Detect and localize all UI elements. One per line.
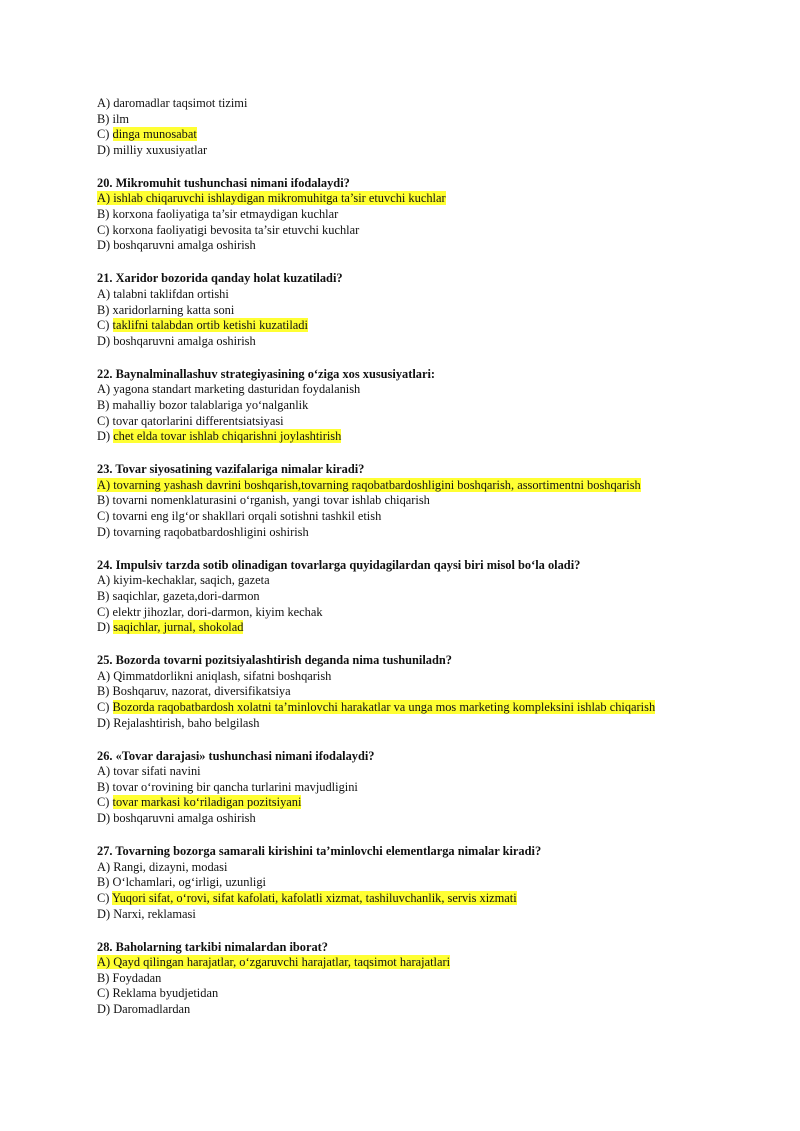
- answer-option: [97, 669, 760, 685]
- answer-option: [97, 223, 760, 239]
- option-letter: B): [97, 970, 113, 985]
- answer-option: [97, 238, 760, 254]
- option-text: Narxi, reklamasi: [113, 906, 196, 921]
- question-number: 21.: [97, 271, 113, 286]
- answer-option: [97, 986, 760, 1002]
- option-letter: A): [97, 764, 114, 779]
- option-text: tovar o‘rovining bir qancha turlarini mavjudligini: [112, 779, 358, 794]
- option-text: elektr jihozlar, dori-darmon, kiyim kechak: [112, 604, 323, 619]
- option-letter: C): [97, 986, 113, 1001]
- question-title: Baholarning tarkibi nimalardan iborat?: [115, 939, 329, 954]
- option-text: milliy xuxusiyatlar: [113, 142, 208, 157]
- option-letter: D): [97, 1002, 114, 1016]
- answer-option: [97, 143, 760, 159]
- highlighted-answer-text: ishlab chiqaruvchi ishlaydigan mikromuhitga ta’sir etuvchi kuchlar: [113, 191, 446, 206]
- option-text: tovarni eng ilg‘or shakllari orqali sotishni tashkil etish: [112, 509, 382, 524]
- option-letter: A): [97, 859, 114, 874]
- option-letter: D): [97, 238, 114, 253]
- question-number: 23.: [97, 462, 113, 477]
- question-text: [97, 749, 760, 765]
- question-title: «Tovar darajasi» tushunchasi nimani ifodalaydi?: [115, 748, 375, 763]
- option-text: Boshqaruv, nazorat, diversifikatsiya: [112, 684, 291, 699]
- option-text: saqichlar, gazeta,dori-darmon: [112, 588, 260, 603]
- answer-option: [97, 907, 760, 923]
- question-number: 25.: [97, 653, 113, 668]
- highlighted-answer-text: tovarning yashash davrini boshqarish,tovarning raqobatbardoshligini boshqarish, assortimentni boshqarish: [113, 477, 641, 492]
- question-block: [97, 462, 760, 540]
- highlighted-answer-text: Qayd qilingan harajatlar, o‘zgaruvchi harajatlar, taqsimot harajatlari: [113, 955, 451, 970]
- question-text: [97, 653, 760, 669]
- option-letter: C): [97, 222, 113, 237]
- option-text: tovar qatorlarini differentsiatsiyasi: [112, 413, 284, 428]
- answer-option: [97, 207, 760, 223]
- highlighted-answer-text: tovar markasi ko‘riladigan pozitsiyani: [112, 795, 302, 810]
- question-text: [97, 176, 760, 192]
- option-letter: B): [97, 302, 113, 317]
- option-letter: A): [97, 286, 114, 301]
- option-letter: B): [97, 493, 113, 508]
- question-text: [97, 462, 760, 478]
- answer-option: [97, 955, 760, 971]
- option-letter: D): [97, 142, 114, 157]
- answer-option: [97, 589, 760, 605]
- highlighted-answer-text: saqichlar, jurnal, shokolad: [113, 620, 244, 635]
- option-letter: D): [97, 620, 114, 635]
- question-title: Impulsiv tarzda sotib olinadigan tovarlarga quyidagilardan qaysi biri misol bo‘la oladi?: [115, 557, 581, 572]
- answer-option: [97, 795, 760, 811]
- question-block: [97, 844, 760, 922]
- highlighted-answer-text: Bozorda raqobatbardosh xolatni ta’minlovchi harakatlar va unga mos marketing kompleksini ishlab chiqarish: [112, 700, 656, 714]
- question-block: [97, 558, 760, 636]
- answer-option: [97, 127, 760, 143]
- question-number: 20.: [97, 175, 113, 190]
- option-letter: B): [97, 111, 113, 126]
- question-block: [97, 176, 760, 254]
- question-title: Mikromuhit tushunchasi nimani ifodalaydi?: [115, 175, 350, 190]
- option-letter: C): [97, 413, 113, 428]
- answer-option: [97, 971, 760, 987]
- question-number: 28.: [97, 939, 113, 954]
- question-text: [97, 367, 760, 383]
- option-letter: D): [97, 715, 114, 730]
- option-text: tovar sifati navini: [113, 764, 201, 779]
- question-number: 22.: [97, 366, 113, 381]
- answer-option: [97, 780, 760, 796]
- option-letter: A): [97, 191, 114, 206]
- option-letter: D): [97, 811, 114, 826]
- option-letter: B): [97, 875, 113, 890]
- option-letter: B): [97, 207, 113, 222]
- option-letter: C): [97, 700, 113, 714]
- option-text: Reklama byudjetidan: [112, 986, 219, 1001]
- option-letter: C): [97, 604, 113, 619]
- question-text: [97, 940, 760, 956]
- option-letter: B): [97, 684, 113, 699]
- question-list: [97, 176, 760, 1018]
- answer-option: [97, 875, 760, 891]
- question-block: [97, 271, 760, 349]
- answer-option: [97, 96, 760, 112]
- option-text: boshqaruvni amalga oshirish: [113, 333, 256, 348]
- answer-option: [97, 398, 760, 414]
- highlighted-answer-text: Yuqori sifat, o‘rovi, sifat kafolati, kafolatli xizmat, tashiluvchanlik, servis xizmati: [112, 890, 517, 905]
- answer-option: [97, 700, 760, 716]
- option-letter: D): [97, 524, 114, 539]
- answer-option: [97, 525, 760, 541]
- answer-option: [97, 334, 760, 350]
- option-text: korxona faoliyatigi bevosita ta’sir etuvchi kuchlar: [112, 222, 360, 237]
- question-text: [97, 558, 760, 574]
- option-text: kiyim-kechaklar, saqich, gazeta: [113, 573, 270, 588]
- question-title: Xaridor bozorida qanday holat kuzatiladi?: [115, 271, 343, 286]
- option-text: xaridorlarning katta soni: [112, 302, 235, 317]
- option-letter: A): [97, 573, 114, 588]
- option-letter: B): [97, 588, 113, 603]
- question-block: [97, 653, 760, 731]
- option-text: Foydadan: [112, 970, 162, 985]
- intro-options: [97, 96, 760, 158]
- option-text: O‘lchamlari, og‘irligi, uzunligi: [112, 875, 266, 890]
- option-text: tovarning raqobatbardoshligini oshirish: [113, 524, 309, 539]
- answer-option: [97, 493, 760, 509]
- option-letter: C): [97, 509, 113, 524]
- question-text: [97, 271, 760, 287]
- option-letter: A): [97, 668, 114, 683]
- highlighted-answer-text: chet elda tovar ishlab chiqarishni joylashtirish: [113, 429, 342, 444]
- answer-option: [97, 605, 760, 621]
- answer-option: [97, 716, 760, 732]
- answer-option: [97, 1002, 760, 1018]
- option-letter: C): [97, 127, 113, 142]
- question-text: [97, 844, 760, 860]
- option-text: talabni taklifdan ortishi: [113, 286, 229, 301]
- option-text: boshqaruvni amalga oshirish: [113, 811, 256, 826]
- option-letter: D): [97, 333, 114, 348]
- highlighted-answer-text: dinga munosabat: [112, 127, 197, 142]
- answer-option: [97, 478, 760, 494]
- option-text: mahalliy bozor talablariga yo‘nalganlik: [112, 398, 309, 412]
- question-block: [97, 367, 760, 445]
- question-number: 24.: [97, 557, 113, 572]
- answer-option: [97, 811, 760, 827]
- answer-option: [97, 414, 760, 430]
- answer-option: [97, 573, 760, 589]
- option-text: yagona standart marketing dasturidan foydalanish: [113, 382, 361, 397]
- answer-option: [97, 191, 760, 207]
- option-text: korxona faoliyatiga ta’sir etmaydigan kuchlar: [112, 207, 339, 222]
- question-title: Bozorda tovarni pozitsiyalashtirish deganda nima tushuniladn?: [115, 653, 452, 668]
- question-title: Baynalminallashuv strategiyasining o‘ziga xos xususiyatlari:: [115, 366, 436, 381]
- answer-option: [97, 318, 760, 334]
- answer-option: [97, 509, 760, 525]
- question-block: [97, 940, 760, 1018]
- option-letter: B): [97, 779, 113, 794]
- option-letter: B): [97, 398, 113, 412]
- answer-option: [97, 303, 760, 319]
- option-text: Rangi, dizayni, modasi: [113, 859, 228, 874]
- question-number: 26.: [97, 748, 113, 763]
- question-title: Tovar siyosatining vazifalariga nimalar kiradi?: [115, 462, 365, 477]
- question-block: [97, 749, 760, 827]
- option-text: boshqaruvni amalga oshirish: [113, 238, 256, 253]
- option-text: ilm: [112, 111, 130, 126]
- question-title: Tovarning bozorga samarali kirishini ta’minlovchi elementlarga nimalar kiradi?: [115, 844, 542, 859]
- option-letter: A): [97, 382, 114, 397]
- question-number: 27.: [97, 844, 113, 859]
- option-text: Rejalashtirish, baho belgilash: [113, 715, 260, 730]
- option-text: tovarni nomenklaturasini o‘rganish, yangi tovar ishlab chiqarish: [112, 493, 430, 508]
- option-letter: C): [97, 890, 113, 905]
- answer-option: [97, 684, 760, 700]
- answer-option: [97, 620, 760, 636]
- option-letter: D): [97, 429, 114, 444]
- option-letter: A): [97, 955, 114, 970]
- option-letter: A): [97, 96, 114, 110]
- answer-option: [97, 382, 760, 398]
- answer-option: [97, 112, 760, 128]
- answer-option: [97, 429, 760, 445]
- highlighted-answer-text: taklifni talabdan ortib ketishi kuzatiladi: [112, 318, 308, 333]
- answer-option: [97, 764, 760, 780]
- answer-option: [97, 891, 760, 907]
- option-letter: C): [97, 318, 113, 333]
- option-letter: C): [97, 795, 113, 810]
- option-letter: D): [97, 906, 114, 921]
- answer-option: [97, 287, 760, 303]
- option-text: Qimmatdorlikni aniqlash, sifatni boshqarish: [113, 668, 332, 683]
- option-letter: A): [97, 477, 114, 492]
- answer-option: [97, 860, 760, 876]
- option-text: daromadlar taqsimot tizimi: [113, 96, 248, 110]
- option-text: Daromadlardan: [113, 1002, 191, 1016]
